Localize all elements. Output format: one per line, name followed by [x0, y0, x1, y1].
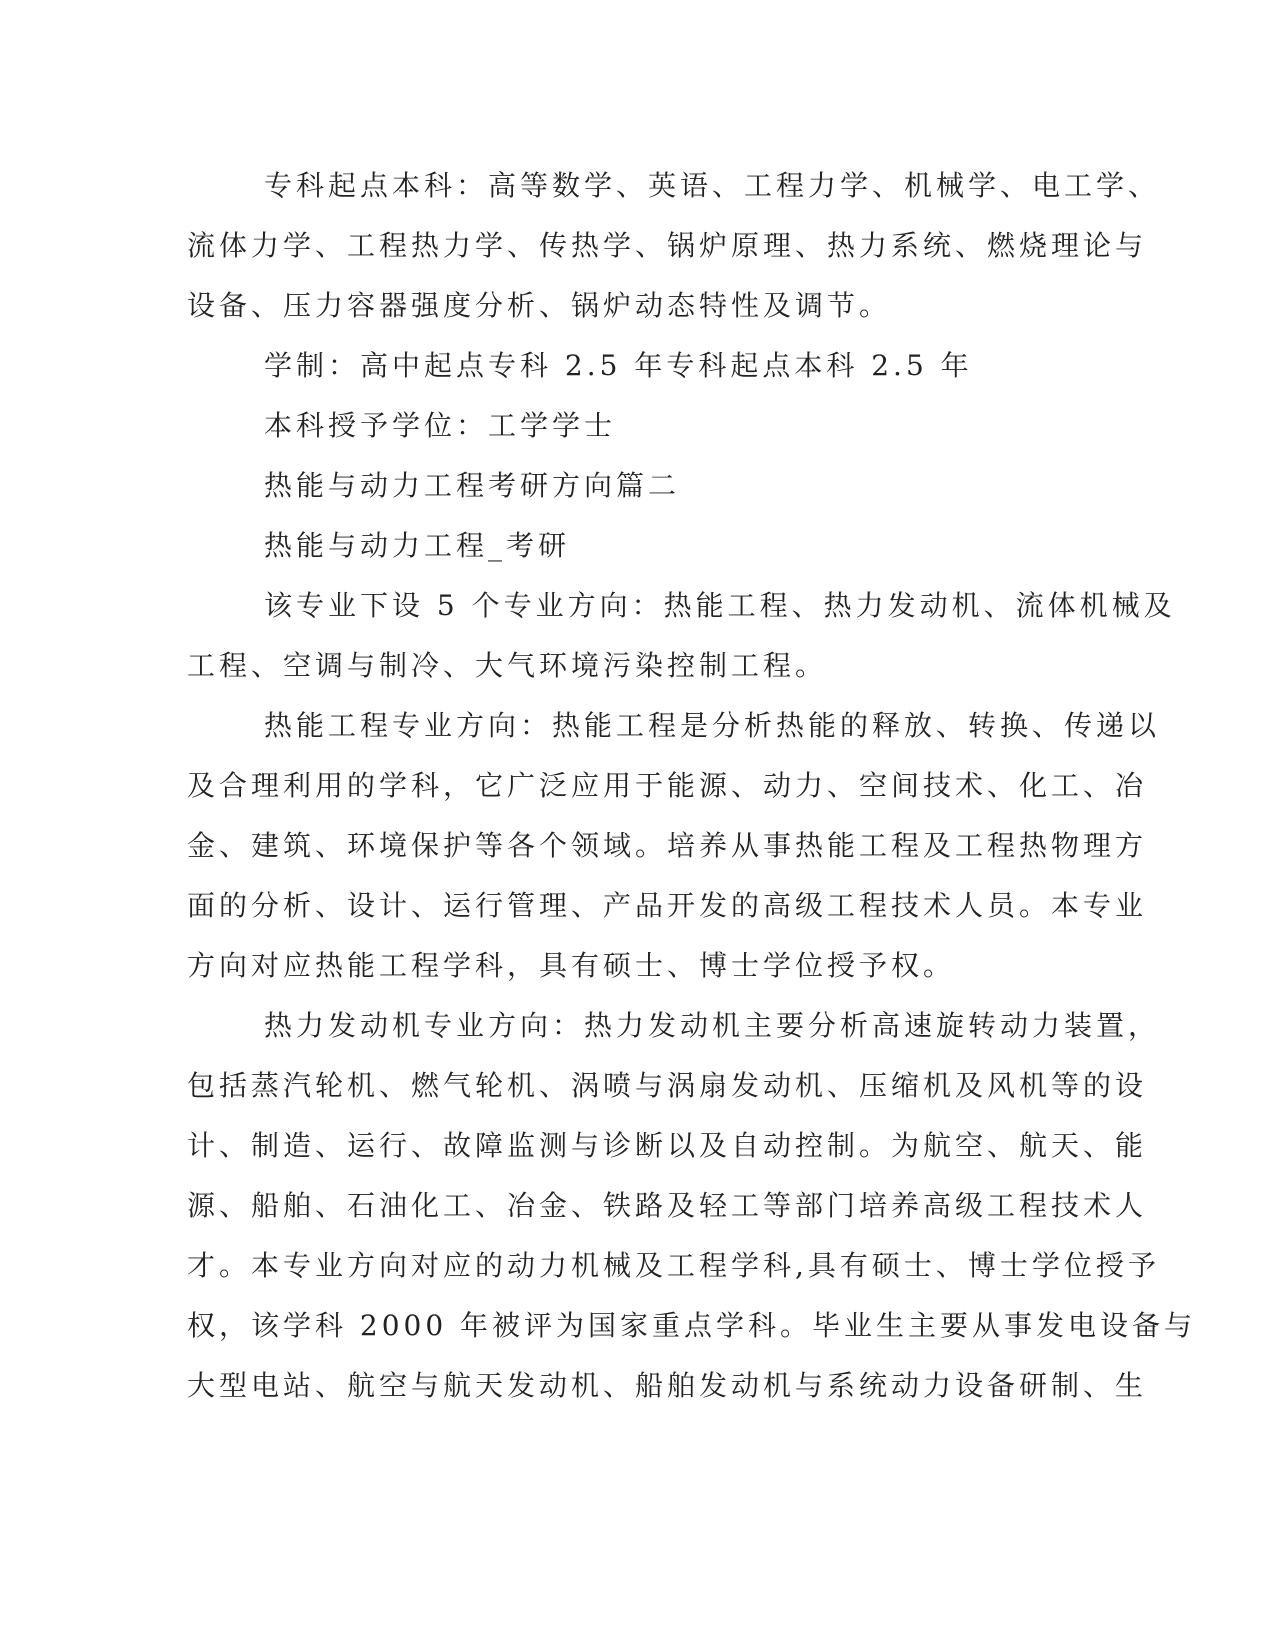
text-line: 包括蒸汽轮机、燃气轮机、涡喷与涡扇发动机、压缩机及风机等的设	[187, 1069, 1148, 1102]
text-line: 热能工程专业方向：热能工程是分析热能的释放、转换、传递以	[264, 709, 1161, 742]
text-line: 方向对应热能工程学科，具有硕士、博士学位授予权。	[187, 949, 956, 982]
text-line: 才。本专业方向对应的动力机械及工程学科,具有硕士、博士学位授予	[187, 1249, 1160, 1282]
text-line: 及合理利用的学科，它广泛应用于能源、动力、空间技术、化工、冶	[187, 769, 1148, 802]
text-line: 学制：高中起点专科 2.5 年专科起点本科 2.5 年	[264, 349, 973, 382]
text-line: 该专业下设 5 个专业方向：热能工程、热力发动机、流体机械及	[264, 589, 1176, 622]
text-line: 金、建筑、环境保护等各个领域。培养从事热能工程及工程热物理方	[187, 829, 1148, 862]
text-line: 设备、压力容器强度分析、锅炉动态特性及调节。	[187, 289, 892, 322]
text-line: 计、制造、运行、故障监测与诊断以及自动控制。为航空、航天、能	[187, 1129, 1148, 1162]
text-line: 热力发动机专业方向：热力发动机主要分析高速旋转动力装置，	[264, 1009, 1161, 1042]
section-subheading: 热能与动力工程_考研	[264, 529, 571, 562]
text-line: 面的分析、设计、运行管理、产品开发的高级工程技术人员。本专业	[187, 889, 1148, 922]
text-line: 工程、空调与制冷、大气环境污染控制工程。	[187, 649, 828, 682]
text-line: 本科授予学位：工学学士	[264, 409, 617, 442]
text-line: 大型电站、航空与航天发动机、船舶发动机与系统动力设备研制、生	[187, 1369, 1148, 1402]
text-line: 权，该学科 2000 年被评为国家重点学科。毕业生主要从事发电设备与	[187, 1309, 1197, 1342]
document-body	[187, 156, 1197, 1416]
text-line: 流体力学、工程热力学、传热学、锅炉原理、热力系统、燃烧理论与	[187, 229, 1148, 262]
text-line: 源、船舶、石油化工、冶金、铁路及轻工等部门培养高级工程技术人	[187, 1189, 1148, 1222]
text-line: 专科起点本科：高等数学、英语、工程力学、机械学、电工学、	[264, 169, 1161, 202]
section-heading: 热能与动力工程考研方向篇二	[264, 469, 681, 502]
